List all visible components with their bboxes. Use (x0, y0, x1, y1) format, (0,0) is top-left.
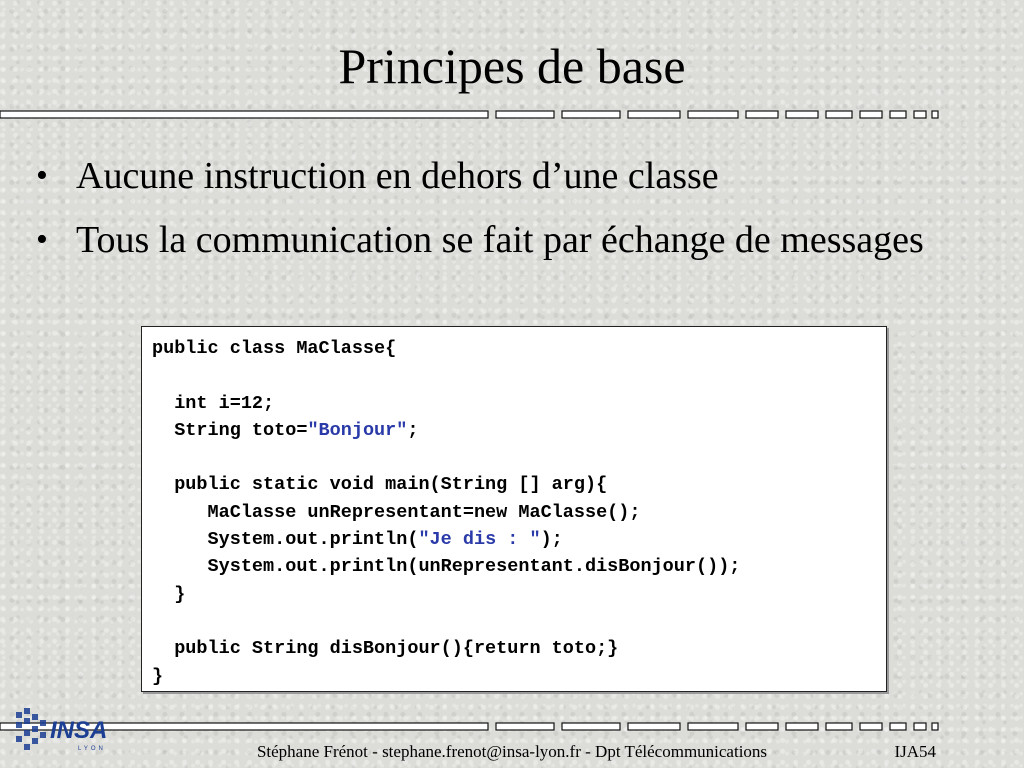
divider-segment (826, 723, 852, 730)
divider-segment (914, 723, 926, 730)
code-text: } (152, 665, 164, 687)
code-text: MaClasse unRepresentant=new MaClasse(); (152, 501, 641, 523)
divider-segment (496, 723, 554, 730)
divider-segment (688, 723, 738, 730)
code-text: int i=12; (152, 392, 275, 414)
footer-divider (0, 722, 940, 732)
page-number: IJA54 (894, 742, 936, 761)
bullet-text: Aucune instruction en dehors d’une classe (76, 155, 719, 197)
code-line (152, 338, 396, 359)
code-line (152, 638, 618, 659)
code-line (152, 420, 418, 441)
divider-segment (860, 111, 882, 118)
string-literal: "Je dis : " (418, 529, 541, 551)
footer-text: Stéphane Frénot - stephane.frenot@insa-lyon.fr - Dpt Télécommunications (256, 742, 768, 761)
bullet-dot: • (36, 157, 48, 194)
code-line (152, 393, 274, 414)
divider-segment (860, 723, 882, 730)
divider-segment (890, 723, 906, 730)
bullet-dot: • (36, 221, 48, 258)
divider-segment (562, 111, 620, 118)
code-text: } (152, 583, 186, 605)
logo-subtext: LYON (78, 746, 106, 752)
code-line (152, 666, 163, 687)
code-line (152, 529, 563, 550)
code-text: System.out.println(unRepresentant.disBonjour()); (152, 556, 741, 578)
string-literal: "Bonjour" (307, 419, 408, 441)
code-line (152, 502, 640, 523)
title-divider (0, 110, 940, 120)
code-text: String toto= (152, 419, 308, 441)
code-text: public String disBonjour(){return toto;} (152, 638, 619, 660)
bullet-item (32, 148, 992, 204)
divider-segment (932, 723, 938, 730)
divider-segment (746, 723, 778, 730)
divider-segment (932, 111, 938, 118)
code-text: System.out.println( (152, 529, 419, 551)
slide-title: Principes de base (338, 38, 686, 94)
code-text: ); (540, 529, 563, 551)
code-listing (152, 335, 740, 690)
divider-segment (786, 723, 818, 730)
code-line (152, 584, 185, 605)
code-line (152, 556, 740, 577)
divider-segment (0, 111, 488, 118)
divider-segment (914, 111, 926, 118)
logo-text: INSA (50, 717, 108, 744)
divider-segment (628, 111, 680, 118)
divider-segment (746, 111, 778, 118)
divider-segment (826, 111, 852, 118)
divider-segment (890, 111, 906, 118)
divider-segment (496, 111, 554, 118)
divider-segment (562, 723, 620, 730)
code-text: public static void main(String [] arg){ (152, 474, 608, 496)
code-text: ; (407, 419, 419, 441)
divider-segment (688, 111, 738, 118)
divider-segment (628, 723, 680, 730)
bullet-item (32, 212, 992, 268)
code-line (152, 474, 607, 495)
code-box (141, 326, 887, 692)
divider-segment (786, 111, 818, 118)
bullet-text: Tous la communication se fait par échange de messages (76, 219, 924, 261)
code-text: public class MaClasse{ (152, 338, 397, 359)
bullet-list (32, 148, 992, 280)
